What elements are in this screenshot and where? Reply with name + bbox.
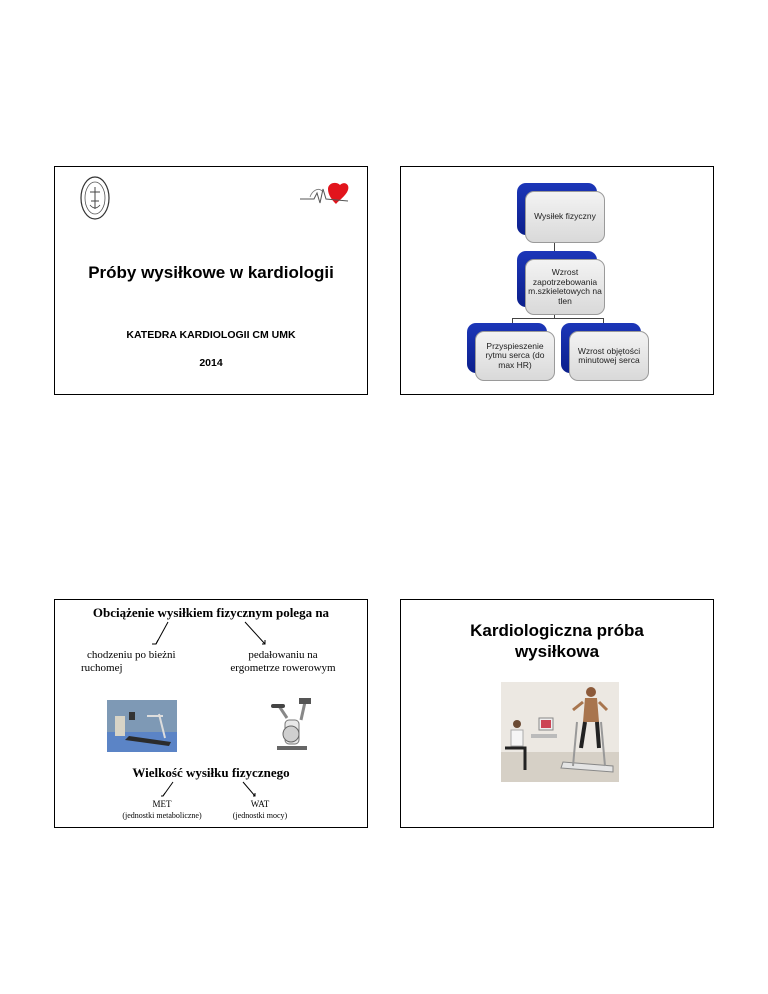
connector-horizontal xyxy=(512,318,603,319)
node-physical-effort: Wysiłek fizyczny xyxy=(517,183,597,235)
stress-test-photo xyxy=(501,682,619,782)
department-label: KATEDRA KARDIOLOGII CM UMK xyxy=(126,329,296,341)
slide3-title: Obciążenie wysiłkiem fizycznym polega na xyxy=(92,605,330,620)
slide-stress-test xyxy=(400,599,714,828)
year-label: 2014 xyxy=(199,357,223,369)
slide-effort-load xyxy=(54,599,368,828)
ergometer-photo xyxy=(261,696,317,754)
wat-label: WAT (jednostki mocy) xyxy=(232,799,288,820)
treadmill-photo xyxy=(107,700,177,752)
slide3-subtitle: Wielkość wysiłku fizycznego xyxy=(132,765,290,780)
ergometer-text: pedałowaniu na ergometrze rowerowym xyxy=(230,649,336,674)
slide-diagram xyxy=(400,166,714,395)
met-label: MET (jednostki metaboliczne) xyxy=(122,799,202,820)
slide-title xyxy=(54,166,368,395)
node-heart-rate: Przyspieszenie rytmu serca (do max HR) xyxy=(467,323,547,373)
arrows-bottom xyxy=(55,778,369,800)
node-cardiac-output: Wzrost objętości minutowej serca xyxy=(561,323,641,373)
heart-logo xyxy=(298,179,350,209)
slide4-title: Kardiologiczna próba wysiłkowa xyxy=(470,621,644,661)
treadmill-text: chodzeniu po bieżni ruchomej xyxy=(81,649,176,674)
university-seal-logo xyxy=(79,175,111,221)
node-oxygen-demand: Wzrost zapotrzebowania m.szkieletowych na tlen xyxy=(517,251,597,307)
presentation-title: Próby wysiłkowe w kardiologii xyxy=(88,263,334,282)
